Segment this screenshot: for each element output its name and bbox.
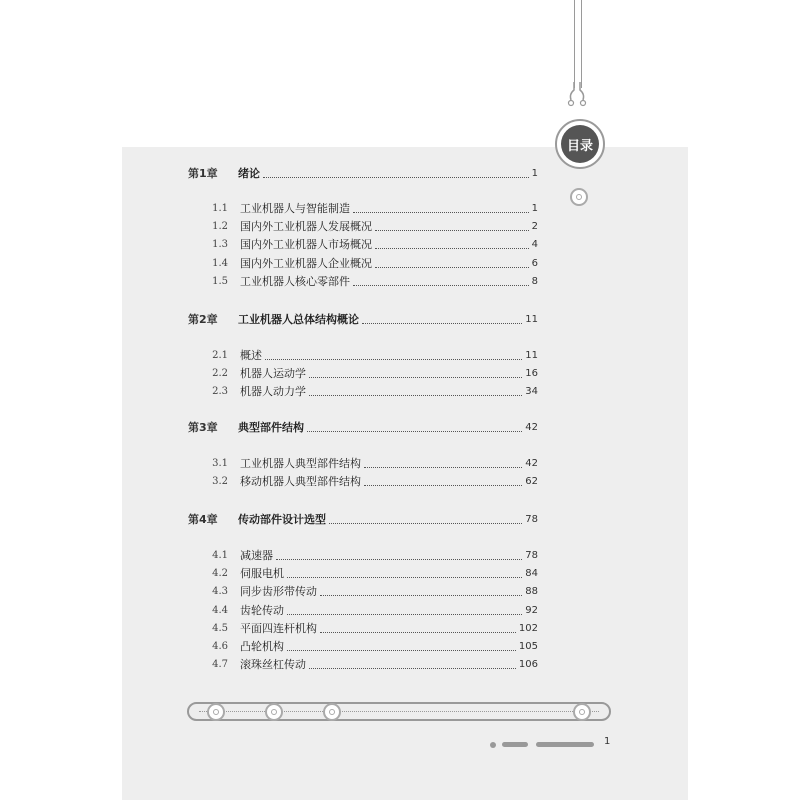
section-number: 2.2 [212, 368, 228, 380]
chapter-page: 78 [525, 514, 538, 525]
toc-section-row[interactable] [188, 547, 538, 563]
section-title: 减速器 [240, 549, 273, 562]
section-number: 1.2 [212, 221, 228, 233]
toc-section-row[interactable] [188, 565, 538, 581]
section-number: 4.7 [212, 659, 228, 671]
ring-icon [265, 703, 283, 721]
toc-section-row[interactable] [188, 455, 538, 471]
section-title: 移动机器人典型部件结构 [240, 475, 361, 489]
section-number: 2.1 [212, 350, 228, 361]
dot-leader [287, 576, 522, 578]
section-title: 同步齿形带传动 [240, 585, 317, 599]
dot-leader [375, 229, 529, 231]
footer-bar [502, 742, 528, 747]
toc-section-row[interactable] [188, 273, 538, 289]
section-page: 6 [531, 257, 538, 269]
section-number: 2.3 [212, 386, 228, 398]
section-title: 凸轮机构 [240, 640, 284, 653]
toc-section-row[interactable] [188, 602, 538, 618]
section-number: 4.1 [212, 550, 228, 561]
section-title: 国内外工业机器人发展概况 [240, 220, 372, 234]
section-page: 105 [518, 641, 538, 652]
chapter-page: 1 [531, 168, 538, 179]
section-page: 42 [525, 458, 538, 469]
dot-leader [353, 284, 529, 286]
toc-chapter-row[interactable] [188, 165, 538, 181]
section-title: 滚珠丝杠传动 [240, 658, 306, 672]
toc-section-row[interactable] [188, 365, 538, 381]
section-title: 平面四连杆机构 [240, 621, 317, 635]
chapter-number: 第2章 [188, 313, 218, 326]
section-title: 工业机器人与智能制造 [240, 202, 350, 215]
footer-bar [536, 742, 594, 747]
section-page: 16 [525, 368, 538, 380]
section-title: 工业机器人典型部件结构 [240, 457, 361, 470]
section-page: 102 [518, 622, 538, 634]
section-number: 4.3 [212, 586, 228, 598]
dot-leader [265, 358, 522, 360]
section-page: 1 [531, 203, 538, 214]
section-number: 1.3 [212, 239, 228, 251]
page-number: 1 [604, 736, 611, 747]
section-title: 国内外工业机器人市场概况 [240, 238, 372, 252]
section-page: 11 [525, 350, 538, 361]
toc-chapter-row[interactable] [188, 511, 538, 527]
section-number: 1.4 [212, 257, 228, 269]
section-page: 2 [531, 221, 538, 233]
section-number: 3.2 [212, 476, 228, 488]
section-number: 4.4 [212, 604, 228, 616]
section-page: 106 [518, 659, 538, 671]
section-page: 88 [525, 586, 538, 598]
toc-section-row[interactable] [188, 473, 538, 489]
chapter-number: 第4章 [188, 513, 218, 526]
section-page: 34 [525, 386, 538, 398]
section-number: 1.1 [212, 203, 228, 214]
dot-leader [353, 211, 529, 213]
toc-section-row[interactable] [188, 236, 538, 252]
toc-section-row[interactable] [188, 620, 538, 636]
decorative-bar [187, 702, 611, 721]
section-page: 78 [525, 550, 538, 561]
dot-leader [362, 322, 522, 324]
chapter-page: 42 [525, 422, 538, 433]
chapter-title: 工业机器人总体结构概论 [238, 313, 359, 326]
chapter-title: 绪论 [238, 167, 260, 180]
dot-leader [320, 631, 516, 633]
toc-section-row[interactable] [188, 656, 538, 672]
ring-icon [323, 703, 341, 721]
footer-dot [490, 742, 496, 748]
toc-section-row[interactable] [188, 347, 538, 363]
toc-section-row[interactable] [188, 255, 538, 271]
page-title: 目录 [561, 125, 599, 163]
chapter-title: 传动部件设计选型 [238, 513, 326, 526]
toc-section-row[interactable] [188, 583, 538, 599]
ring-icon [207, 703, 225, 721]
section-title: 国内外工业机器人企业概况 [240, 256, 372, 270]
toc-section-row[interactable] [188, 218, 538, 234]
dot-leader [375, 266, 529, 268]
section-number: 4.6 [212, 641, 228, 652]
dot-leader [309, 394, 522, 396]
section-page: 4 [531, 239, 538, 251]
dot-leader [364, 484, 522, 486]
dot-leader [375, 247, 529, 249]
toc-chapter-row[interactable] [188, 419, 538, 435]
section-page: 8 [531, 275, 538, 287]
section-title: 概述 [240, 349, 262, 362]
section-title: 伺服电机 [240, 567, 284, 581]
toc-chapter-row[interactable] [188, 311, 538, 327]
chapter-title: 典型部件结构 [238, 421, 304, 434]
toc-section-row[interactable] [188, 200, 538, 216]
dot-leader [287, 649, 516, 651]
section-page: 62 [525, 476, 538, 488]
section-page: 84 [525, 568, 538, 580]
dot-leader [276, 558, 522, 560]
dot-leader [320, 594, 522, 596]
section-title: 机器人动力学 [240, 385, 306, 399]
section-page: 92 [525, 604, 538, 616]
dot-leader [307, 430, 522, 432]
chapter-page: 11 [525, 314, 538, 325]
toc-section-row[interactable] [188, 638, 538, 654]
dot-leader [263, 176, 529, 178]
dot-leader [309, 667, 516, 669]
section-title: 齿轮传动 [240, 603, 284, 617]
ring-icon [573, 703, 591, 721]
section-number: 4.2 [212, 568, 228, 580]
section-number: 4.5 [212, 622, 228, 634]
chapter-number: 第1章 [188, 167, 218, 180]
dot-leader [309, 376, 522, 378]
section-title: 机器人运动学 [240, 367, 306, 381]
dot-leader [287, 613, 522, 615]
toc-section-row[interactable] [188, 383, 538, 399]
chapter-number: 第3章 [188, 421, 218, 434]
dot-leader [364, 466, 522, 468]
section-number: 1.5 [212, 275, 228, 287]
dot-leader [329, 522, 522, 524]
section-number: 3.1 [212, 458, 228, 469]
section-title: 工业机器人核心零部件 [240, 274, 350, 288]
